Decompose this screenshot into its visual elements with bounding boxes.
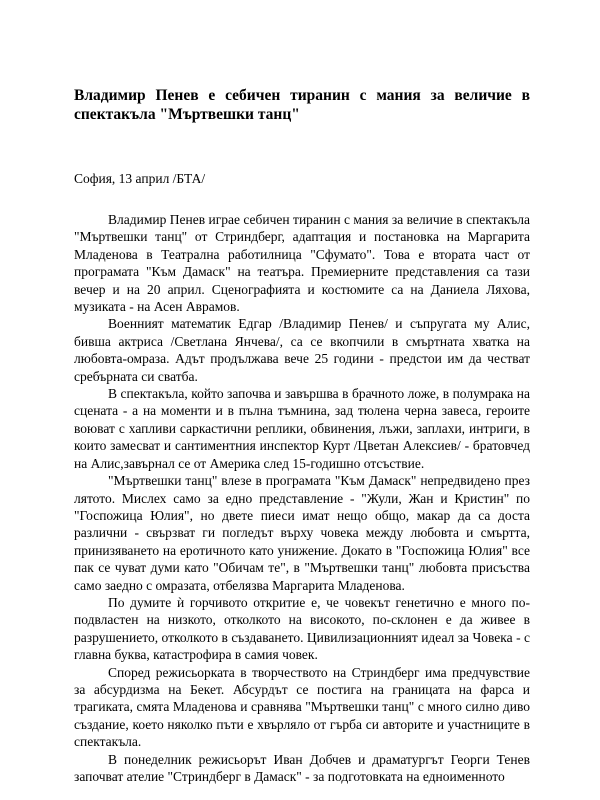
article-paragraph: В понеделник режисьорът Иван Добчев и драматургът Георги Тенев започват ателие "Стриндберг в Дамаск" - за подготовката на едноименното	[74, 751, 530, 784]
article-paragraph: "Мъртвешки танц" влезе в програмата "Към Дамаск" непредвидено през лятото. Мислех само за едно представление - "Жули, Жан и Кристин" по "Госпожица Юлия", но двете пиеси имат нещо общо, макар да са доста различни - свързват ги погледът върху човека между любовта и смъртта, принизяването на еротичното като унижение. Докато в "Госпожица Юлия" все пак се чуват думи като "Обичам те", в "Мъртвешки танц" любовта присъства само заедно с омразата, отбелязва Маргарита Младенова.	[74, 473, 530, 593]
document-page	[74, 86, 530, 785]
article-paragraph: Владимир Пенев играе себичен тиранин с мания за величие в спектакъла "Мъртвешки танц" от Стриндберг, адаптация и постановка на Маргарита Младенова в Театрална работилница "Сфумато". Това е втората част от програмата "Към Дамаск" на театъра. Премиерните представления са тази вечер и на 20 април. Сценографията и костюмите са на Даниела Ляхова, музиката - на Асен Аврамов.	[74, 212, 530, 315]
article-paragraph: Според режисьорката в творчеството на Стриндберг има предчувствие за абсурдизма на Бекет. Абсурдът се постига на границата на фарса и трагиката, смята Младенова и сравнява "Мъртвешки танц" с много силно диво създание, което няколко пъти е хвърляло от гърба си авторите и участниците в спектакъла.	[74, 664, 530, 750]
article-body	[74, 211, 530, 785]
article-headline: Владимир Пенев е себичен тиранин с мания за величие в спектакъла "Мъртвешки танц"	[74, 87, 530, 123]
article-paragraph: В спектакъла, който започва и завършва в брачното ложе, в полумрака на сцената - а на моменти и в пълна тъмнина, зад тюлена черна завеса, героите воюват с хапливи саркастични реплики, обвинения, лъжи, заплахи, интриги, в които замесват и сантиментния инспектор Курт /Цветан Алексиев/ - братовчед на Алис,завърнал се от Америка след 15-годишно отсъствие.	[74, 386, 530, 471]
article-paragraph: По думите ѝ горчивото откритие е, че човекът генетично е много по-подвластен на низкото, отколкото на високото, по-склонен е да живее в разрушението, отколкото в създаването. Цивилизационният идеал за Човека - с главна буква, катастрофира в самия човек.	[74, 594, 530, 663]
article-dateline: София, 13 април /БТА/	[74, 171, 206, 186]
article-paragraph: Военният математик Едгар /Владимир Пенев/ и съпругата му Алис, бивша актриса /Светлана Янчева/, са се вкопчили в смъртната хватка на любовта-омраза. Адът продължава вече 25 години - предстои им да честват сребърната си сватба.	[74, 316, 530, 384]
